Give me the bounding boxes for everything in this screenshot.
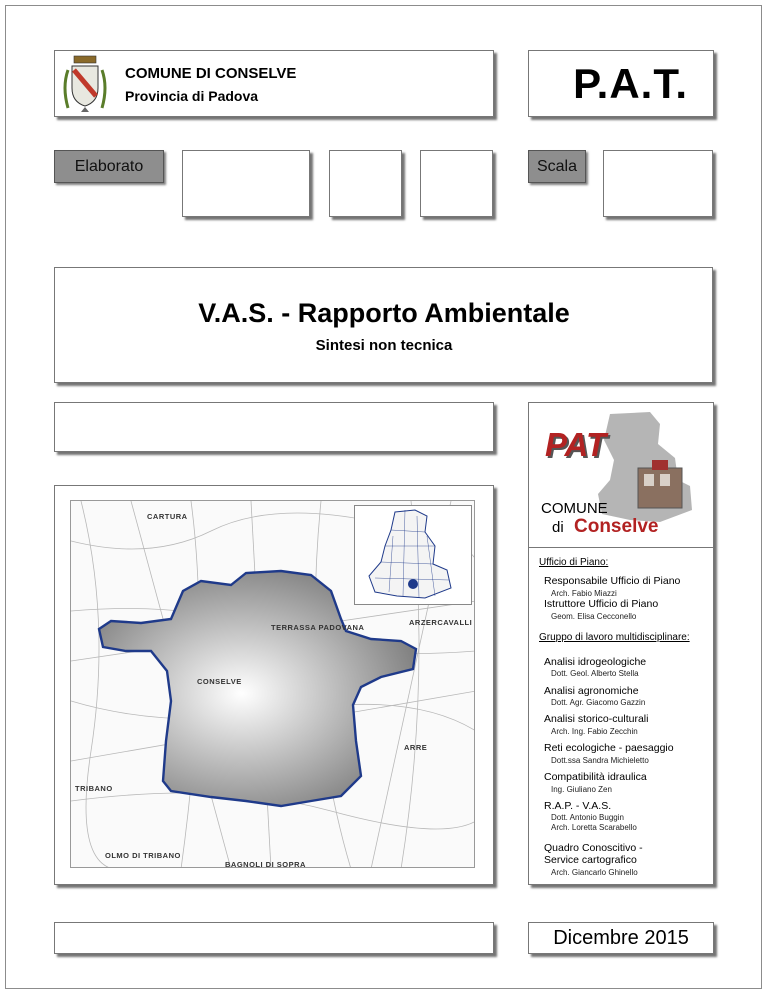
reti-name: Dott.ssa Sandra Michieletto <box>551 756 649 765</box>
istruttore-name: Geom. Elisa Cecconello <box>551 612 637 621</box>
place-conselve: CONSELVE <box>197 677 242 686</box>
ufficio-heading: Ufficio di Piano: <box>539 557 609 568</box>
place-cartura: CARTURA <box>147 512 188 521</box>
elaborato-field-2 <box>329 150 402 217</box>
responsabile-role: Responsabile Ufficio di Piano <box>544 575 681 587</box>
elaborato-label: Elaborato <box>54 150 164 183</box>
quadro-role-2: Service cartografico <box>544 854 637 866</box>
territory-map <box>70 500 475 868</box>
logo-comune-text: COMUNE <box>541 500 608 517</box>
istruttore-role: Istruttore Ufficio di Piano <box>544 598 659 610</box>
storico-name: Arch. Ing. Fabio Zecchin <box>551 727 638 736</box>
province-name: Provincia di Padova <box>125 88 259 104</box>
bottom-blank-box <box>54 922 494 954</box>
elaborato-field-3 <box>420 150 493 217</box>
reti-role: Reti ecologiche - paesaggio <box>544 742 674 754</box>
place-terrassa-padovana: TERRASSA PADOVANA <box>271 623 365 632</box>
place-bagnoli-di-sopra: BAGNOLI DI SOPRA <box>225 860 306 868</box>
place-tribano: TRIBANO <box>75 784 113 793</box>
rap-name-1: Dott. Antonio Buggin <box>551 813 624 822</box>
plan-code: P.A.T. <box>573 60 688 107</box>
agro-name: Dott. Agr. Giacomo Gazzin <box>551 698 646 707</box>
idro-name: Dott. Geol. Alberto Stella <box>551 669 639 678</box>
scala-label: Scala <box>528 150 586 183</box>
compat-role: Compatibilità idraulica <box>544 771 647 783</box>
header-box <box>54 50 494 117</box>
rap-name-2: Arch. Loretta Scarabello <box>551 823 637 832</box>
document-subtitle: Sintesi non tecnica <box>315 337 453 354</box>
document-date: Dicembre 2015 <box>528 922 714 954</box>
storico-role: Analisi storico-culturali <box>544 713 649 725</box>
gruppo-heading: Gruppo di lavoro multidisciplinare: <box>539 632 690 643</box>
municipality-name: COMUNE DI CONSELVE <box>125 65 297 82</box>
quadro-role-1: Quadro Conoscitivo - <box>544 842 643 854</box>
logo-di-text: di <box>552 519 564 536</box>
logo-conselve-text: Conselve <box>574 516 659 537</box>
rap-role: R.A.P. - V.A.S. <box>544 800 612 812</box>
municipal-crest-icon <box>60 52 110 114</box>
province-inset-map <box>354 505 472 605</box>
document-title: V.A.S. - Rapporto Ambientale <box>198 298 570 328</box>
place-arre: ARRE <box>404 743 428 752</box>
place-olmo-di-tribano: OLMO DI TRIBANO <box>105 851 181 860</box>
quadro-name: Arch. Giancarlo Ghinello <box>551 868 638 877</box>
idro-role: Analisi idrogeologiche <box>544 656 647 668</box>
panel-divider <box>529 547 713 548</box>
blank-field-box <box>54 402 494 452</box>
agro-role: Analisi agronomiche <box>544 685 639 697</box>
elaborato-field-1 <box>182 150 310 217</box>
scala-field <box>603 150 713 217</box>
pat-logo-text: PAT <box>545 426 607 463</box>
place-arzercavalli: ARZERCAVALLI <box>409 618 473 627</box>
responsabile-name: Arch. Fabio Miazzi <box>551 589 617 598</box>
compat-name: Ing. Giuliano Zen <box>551 785 612 794</box>
